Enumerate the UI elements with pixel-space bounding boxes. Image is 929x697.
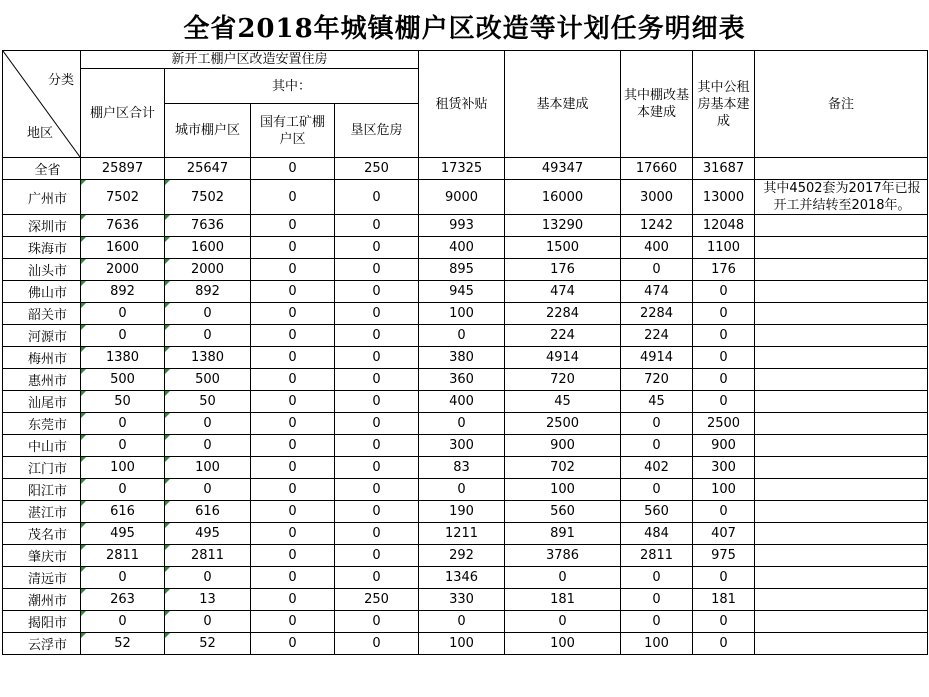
header-rent-subsidy: 租赁补贴 — [419, 51, 505, 158]
region-cell: 佛山市 — [3, 281, 81, 303]
region-cell: 肇庆市 — [3, 545, 81, 567]
shanty-cell: 2811 — [621, 545, 693, 567]
table-row — [3, 180, 928, 215]
region-cell: 韶关市 — [3, 303, 81, 325]
mine-cell: 0 — [251, 180, 335, 215]
rent-cell: 100 — [419, 633, 505, 655]
basic-cell: 0 — [505, 611, 621, 633]
reclaim-cell: 0 — [335, 259, 419, 281]
total-cell: 0 — [81, 567, 165, 589]
region-cell: 茂名市 — [3, 523, 81, 545]
header-state-mine: 国有工矿棚户区 — [251, 104, 335, 158]
basic-cell: 13290 — [505, 215, 621, 237]
basic-cell: 891 — [505, 523, 621, 545]
mine-cell: 0 — [251, 215, 335, 237]
mine-cell: 0 — [251, 545, 335, 567]
public-cell: 2500 — [693, 413, 755, 435]
shanty-cell: 2284 — [621, 303, 693, 325]
total-cell: 0 — [81, 435, 165, 457]
rent-cell: 945 — [419, 281, 505, 303]
remark-cell — [755, 391, 928, 413]
total-cell: 616 — [81, 501, 165, 523]
rent-cell: 0 — [419, 325, 505, 347]
total-cell: 52 — [81, 633, 165, 655]
urban-cell: 2000 — [165, 259, 251, 281]
region-cell: 江门市 — [3, 457, 81, 479]
rent-cell: 380 — [419, 347, 505, 369]
shanty-cell: 45 — [621, 391, 693, 413]
basic-cell: 49347 — [505, 158, 621, 180]
urban-cell: 7502 — [165, 180, 251, 215]
shanty-cell: 4914 — [621, 347, 693, 369]
public-cell: 0 — [693, 501, 755, 523]
shanty-cell: 17660 — [621, 158, 693, 180]
page-title: 全省2018年城镇棚户区改造等计划任务明细表 — [183, 14, 746, 44]
total-cell: 0 — [81, 303, 165, 325]
mine-cell: 0 — [251, 259, 335, 281]
urban-cell: 25647 — [165, 158, 251, 180]
remark-cell — [755, 633, 928, 655]
remark-cell — [755, 435, 928, 457]
remark-cell — [755, 589, 928, 611]
mine-cell: 0 — [251, 501, 335, 523]
table-row — [3, 303, 928, 325]
total-cell: 263 — [81, 589, 165, 611]
rent-cell: 895 — [419, 259, 505, 281]
table-row — [3, 215, 928, 237]
region-cell: 汕头市 — [3, 259, 81, 281]
basic-cell: 2500 — [505, 413, 621, 435]
remark-cell — [755, 567, 928, 589]
basic-cell: 224 — [505, 325, 621, 347]
total-cell: 7636 — [81, 215, 165, 237]
reclaim-cell: 0 — [335, 457, 419, 479]
table-row — [3, 158, 928, 180]
shanty-cell: 224 — [621, 325, 693, 347]
shanty-cell: 484 — [621, 523, 693, 545]
urban-cell: 1380 — [165, 347, 251, 369]
urban-cell: 495 — [165, 523, 251, 545]
shanty-cell: 720 — [621, 369, 693, 391]
public-cell: 0 — [693, 633, 755, 655]
shanty-cell: 402 — [621, 457, 693, 479]
remark-cell — [755, 281, 928, 303]
reclaim-cell: 0 — [335, 435, 419, 457]
remark-cell: 其中4502套为2017年已报开工并结转至2018年。 — [755, 180, 928, 215]
remark-cell — [755, 545, 928, 567]
table-row — [3, 589, 928, 611]
reclaim-cell: 0 — [335, 633, 419, 655]
total-cell: 500 — [81, 369, 165, 391]
shanty-cell: 474 — [621, 281, 693, 303]
reclaim-cell: 0 — [335, 611, 419, 633]
mine-cell: 0 — [251, 158, 335, 180]
reclaim-cell: 0 — [335, 391, 419, 413]
mine-cell: 0 — [251, 369, 335, 391]
region-cell: 清远市 — [3, 567, 81, 589]
region-cell: 珠海市 — [3, 237, 81, 259]
public-cell: 975 — [693, 545, 755, 567]
remark-cell — [755, 325, 928, 347]
rent-cell: 993 — [419, 215, 505, 237]
header-remarks: 备注 — [755, 51, 928, 158]
rent-cell: 1211 — [419, 523, 505, 545]
mine-cell: 0 — [251, 237, 335, 259]
header-shantytown-basic: 其中棚改基本建成 — [621, 51, 693, 158]
public-cell: 0 — [693, 611, 755, 633]
table-row — [3, 523, 928, 545]
table-row — [3, 237, 928, 259]
shanty-cell: 100 — [621, 633, 693, 655]
shanty-cell: 0 — [621, 611, 693, 633]
region-cell: 阳江市 — [3, 479, 81, 501]
reclaim-cell: 0 — [335, 369, 419, 391]
reclaim-cell: 0 — [335, 303, 419, 325]
remark-cell — [755, 413, 928, 435]
mine-cell: 0 — [251, 567, 335, 589]
reclaim-cell: 0 — [335, 347, 419, 369]
total-cell: 100 — [81, 457, 165, 479]
public-cell: 0 — [693, 369, 755, 391]
public-cell: 181 — [693, 589, 755, 611]
basic-cell: 720 — [505, 369, 621, 391]
shanty-cell: 560 — [621, 501, 693, 523]
remark-cell — [755, 369, 928, 391]
region-cell: 东莞市 — [3, 413, 81, 435]
public-cell: 0 — [693, 303, 755, 325]
header-reclaim: 垦区危房 — [335, 104, 419, 158]
shanty-cell: 0 — [621, 589, 693, 611]
region-cell: 潮州市 — [3, 589, 81, 611]
shanty-cell: 0 — [621, 567, 693, 589]
table-row — [3, 281, 928, 303]
table-row — [3, 325, 928, 347]
mine-cell: 0 — [251, 303, 335, 325]
basic-cell: 3786 — [505, 545, 621, 567]
mine-cell: 0 — [251, 435, 335, 457]
reclaim-cell: 0 — [335, 501, 419, 523]
total-cell: 0 — [81, 325, 165, 347]
urban-cell: 52 — [165, 633, 251, 655]
public-cell: 0 — [693, 281, 755, 303]
table-row — [3, 611, 928, 633]
total-cell: 0 — [81, 413, 165, 435]
mine-cell: 0 — [251, 523, 335, 545]
basic-cell: 4914 — [505, 347, 621, 369]
public-cell: 31687 — [693, 158, 755, 180]
mine-cell: 0 — [251, 633, 335, 655]
shanty-cell: 3000 — [621, 180, 693, 215]
urban-cell: 892 — [165, 281, 251, 303]
urban-cell: 2811 — [165, 545, 251, 567]
urban-cell: 50 — [165, 391, 251, 413]
basic-cell: 2284 — [505, 303, 621, 325]
region-cell: 中山市 — [3, 435, 81, 457]
diagonal-line — [3, 51, 80, 157]
remark-cell — [755, 237, 928, 259]
shanty-cell: 0 — [621, 435, 693, 457]
urban-cell: 0 — [165, 479, 251, 501]
rent-cell: 9000 — [419, 180, 505, 215]
reclaim-cell: 0 — [335, 215, 419, 237]
reclaim-cell: 250 — [335, 589, 419, 611]
urban-cell: 1600 — [165, 237, 251, 259]
corner-region-label: 地区 — [27, 126, 54, 141]
mine-cell: 0 — [251, 281, 335, 303]
total-cell: 1600 — [81, 237, 165, 259]
basic-cell: 100 — [505, 633, 621, 655]
reclaim-cell: 0 — [335, 180, 419, 215]
mine-cell: 0 — [251, 413, 335, 435]
header-corner-cell — [3, 51, 81, 158]
basic-cell: 100 — [505, 479, 621, 501]
reclaim-cell: 0 — [335, 413, 419, 435]
mine-cell: 0 — [251, 589, 335, 611]
shanty-cell: 0 — [621, 479, 693, 501]
region-cell: 全省 — [3, 158, 81, 180]
urban-cell: 0 — [165, 611, 251, 633]
rent-cell: 0 — [419, 611, 505, 633]
rent-cell: 100 — [419, 303, 505, 325]
public-cell: 0 — [693, 567, 755, 589]
urban-cell: 13 — [165, 589, 251, 611]
public-cell: 100 — [693, 479, 755, 501]
urban-cell: 500 — [165, 369, 251, 391]
basic-cell: 474 — [505, 281, 621, 303]
total-cell: 0 — [81, 479, 165, 501]
region-cell: 梅州市 — [3, 347, 81, 369]
header-subtotal: 棚户区合计 — [81, 69, 165, 158]
region-cell: 汕尾市 — [3, 391, 81, 413]
header-of-which: 其中： — [165, 69, 419, 104]
mine-cell: 0 — [251, 325, 335, 347]
basic-cell: 176 — [505, 259, 621, 281]
public-cell: 12048 — [693, 215, 755, 237]
table-row — [3, 501, 928, 523]
shanty-cell: 0 — [621, 413, 693, 435]
mine-cell: 0 — [251, 479, 335, 501]
rent-cell: 330 — [419, 589, 505, 611]
region-cell: 揭阳市 — [3, 611, 81, 633]
rent-cell: 300 — [419, 435, 505, 457]
table-row — [3, 391, 928, 413]
shanty-cell: 1242 — [621, 215, 693, 237]
remark-cell — [755, 303, 928, 325]
table-row — [3, 259, 928, 281]
basic-cell: 16000 — [505, 180, 621, 215]
rent-cell: 0 — [419, 479, 505, 501]
basic-cell: 702 — [505, 457, 621, 479]
urban-cell: 100 — [165, 457, 251, 479]
public-cell: 300 — [693, 457, 755, 479]
remark-cell — [755, 215, 928, 237]
mine-cell: 0 — [251, 347, 335, 369]
basic-cell: 560 — [505, 501, 621, 523]
urban-cell: 616 — [165, 501, 251, 523]
urban-cell: 0 — [165, 413, 251, 435]
basic-cell: 900 — [505, 435, 621, 457]
basic-cell: 181 — [505, 589, 621, 611]
public-cell: 407 — [693, 523, 755, 545]
total-cell: 495 — [81, 523, 165, 545]
remark-cell — [755, 457, 928, 479]
table-row — [3, 479, 928, 501]
public-cell: 0 — [693, 347, 755, 369]
rent-cell: 292 — [419, 545, 505, 567]
table-row — [3, 567, 928, 589]
mine-cell: 0 — [251, 611, 335, 633]
rent-cell: 360 — [419, 369, 505, 391]
reclaim-cell: 0 — [335, 281, 419, 303]
shanty-cell: 400 — [621, 237, 693, 259]
reclaim-cell: 0 — [335, 237, 419, 259]
header-new-start-group: 新开工棚户区改造安置住房 — [81, 51, 419, 69]
public-cell: 0 — [693, 391, 755, 413]
reclaim-cell: 0 — [335, 479, 419, 501]
remark-cell — [755, 611, 928, 633]
reclaim-cell: 250 — [335, 158, 419, 180]
header-urban: 城市棚户区 — [165, 104, 251, 158]
region-cell: 湛江市 — [3, 501, 81, 523]
rent-cell: 400 — [419, 237, 505, 259]
total-cell: 25897 — [81, 158, 165, 180]
rent-cell: 83 — [419, 457, 505, 479]
rent-cell: 190 — [419, 501, 505, 523]
reclaim-cell: 0 — [335, 545, 419, 567]
total-cell: 1380 — [81, 347, 165, 369]
public-cell: 0 — [693, 325, 755, 347]
header-public-rental-basic: 其中公租房基本建成 — [693, 51, 755, 158]
remark-cell — [755, 259, 928, 281]
public-cell: 176 — [693, 259, 755, 281]
table-row — [3, 435, 928, 457]
region-cell: 广州市 — [3, 180, 81, 215]
remark-cell — [755, 523, 928, 545]
reclaim-cell: 0 — [335, 567, 419, 589]
total-cell: 892 — [81, 281, 165, 303]
public-cell: 1100 — [693, 237, 755, 259]
basic-cell: 0 — [505, 567, 621, 589]
shanty-cell: 0 — [621, 259, 693, 281]
reclaim-cell: 0 — [335, 523, 419, 545]
rent-cell: 0 — [419, 413, 505, 435]
remark-cell — [755, 501, 928, 523]
table-row — [3, 633, 928, 655]
table-row — [3, 347, 928, 369]
urban-cell: 7636 — [165, 215, 251, 237]
basic-cell: 1500 — [505, 237, 621, 259]
remark-cell — [755, 347, 928, 369]
table-row — [3, 413, 928, 435]
region-cell: 深圳市 — [3, 215, 81, 237]
remark-cell — [755, 158, 928, 180]
header-basic-construction: 基本建成 — [505, 51, 621, 158]
rent-cell: 17325 — [419, 158, 505, 180]
mine-cell: 0 — [251, 391, 335, 413]
urban-cell: 0 — [165, 325, 251, 347]
total-cell: 2811 — [81, 545, 165, 567]
total-cell: 0 — [81, 611, 165, 633]
reclaim-cell: 0 — [335, 325, 419, 347]
public-cell: 900 — [693, 435, 755, 457]
urban-cell: 0 — [165, 567, 251, 589]
plan-table — [2, 50, 928, 655]
mine-cell: 0 — [251, 457, 335, 479]
basic-cell: 45 — [505, 391, 621, 413]
table-row — [3, 369, 928, 391]
remark-cell — [755, 479, 928, 501]
rent-cell: 400 — [419, 391, 505, 413]
table-row — [3, 457, 928, 479]
region-cell: 河源市 — [3, 325, 81, 347]
urban-cell: 0 — [165, 303, 251, 325]
table-row — [3, 545, 928, 567]
total-cell: 7502 — [81, 180, 165, 215]
corner-category-label: 分类 — [47, 73, 74, 88]
region-cell: 惠州市 — [3, 369, 81, 391]
total-cell: 50 — [81, 391, 165, 413]
public-cell: 13000 — [693, 180, 755, 215]
total-cell: 2000 — [81, 259, 165, 281]
rent-cell: 1346 — [419, 567, 505, 589]
urban-cell: 0 — [165, 435, 251, 457]
region-cell: 云浮市 — [3, 633, 81, 655]
